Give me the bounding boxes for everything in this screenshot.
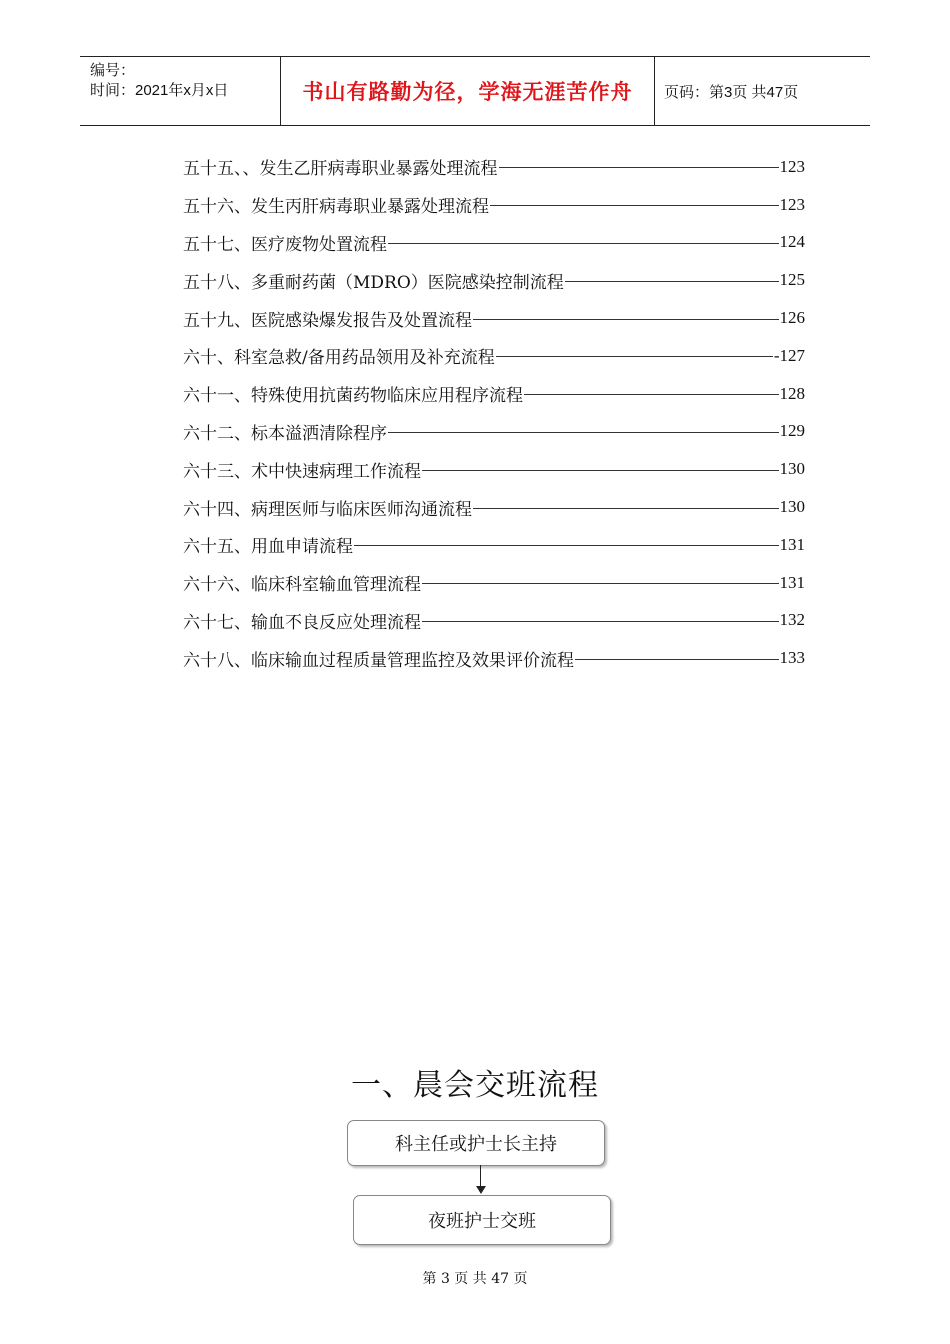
toc-entry-page: 130 — [779, 459, 805, 479]
toc-leader-line — [496, 356, 773, 357]
toc-entry-page: 133 — [779, 648, 805, 668]
toc-entry-page: 123 — [779, 194, 805, 214]
toc-entry-page: 123 — [779, 156, 805, 176]
toc-leader-line — [473, 319, 779, 320]
toc-leader-line — [490, 205, 779, 206]
toc-entry-page: 132 — [779, 610, 805, 630]
toc-entry-title: 六十六、临床科室输血管理流程 — [183, 575, 421, 596]
toc-leader-line — [473, 508, 779, 509]
toc-entry — [183, 299, 805, 337]
toc-leader-line — [575, 659, 779, 660]
toc-leader-line — [422, 583, 779, 584]
toc-entry-page: 125 — [779, 270, 805, 290]
arrow-down-icon — [476, 1186, 486, 1194]
page-footer: 第 3 页 共 47 页 — [422, 1271, 528, 1287]
toc-entry-title: 六十、科室急救/备用药品领用及补充流程 — [183, 348, 495, 369]
toc-leader-line — [524, 394, 779, 395]
toc-entry-page: -127 — [773, 345, 805, 365]
toc-entry-page: 130 — [779, 497, 805, 517]
toc-entry-title: 五十九、医院感染爆发报告及处置流程 — [183, 310, 472, 331]
toc-entry-title: 六十一、特殊使用抗菌药物临床应用程序流程 — [183, 386, 523, 407]
toc-leader-line — [499, 167, 779, 168]
toc-entry — [183, 413, 805, 451]
toc-entry — [183, 148, 805, 186]
toc-entry-title: 六十二、标本溢洒清除程序 — [183, 423, 387, 444]
flow-step-host: 科主任或护士长主持 — [347, 1120, 605, 1166]
header-divider — [654, 57, 655, 125]
document-time-label: 时间：2021年x月x日 — [90, 82, 229, 99]
toc-entry — [183, 488, 805, 526]
toc-entry — [183, 261, 805, 299]
header-page-info: 页码：第3页 共47页 — [664, 83, 799, 101]
toc-entry-page: 131 — [779, 534, 805, 554]
toc-entry-title: 六十八、临床输血过程质量管理监控及效果评价流程 — [183, 650, 574, 671]
header-motto: 书山有路勤为径，学海无涯苦作舟 — [302, 80, 633, 104]
toc-entry — [183, 224, 805, 262]
section-title: 一、晨会交班流程 — [351, 1068, 599, 1103]
toc-entry — [183, 375, 805, 413]
table-of-contents — [183, 148, 805, 677]
toc-entry-title: 六十三、术中快速病理工作流程 — [183, 461, 421, 482]
toc-leader-line — [565, 281, 779, 282]
toc-entry — [183, 337, 805, 375]
toc-entry-title: 五十七、医疗废物处置流程 — [183, 234, 387, 255]
toc-entry — [183, 602, 805, 640]
toc-entry-title: 六十五、用血申请流程 — [183, 537, 353, 558]
toc-entry-page: 129 — [779, 421, 805, 441]
toc-leader-line — [388, 243, 779, 244]
toc-entry-page: 131 — [779, 572, 805, 592]
toc-entry — [183, 526, 805, 564]
toc-entry-title: 五十八、多重耐药菌（MDRO）医院感染控制流程 — [183, 272, 564, 293]
toc-entry-title: 六十七、输血不良反应处理流程 — [183, 612, 421, 633]
toc-entry-title: 五十五、、发生乙肝病毒职业暴露处理流程 — [183, 159, 498, 180]
toc-entry — [183, 186, 805, 224]
toc-entry-page: 126 — [779, 308, 805, 328]
flow-step-night-shift: 夜班护士交班 — [353, 1195, 611, 1245]
toc-leader-line — [354, 545, 779, 546]
page-header — [80, 56, 870, 126]
toc-leader-line — [388, 432, 779, 433]
toc-entry — [183, 639, 805, 677]
toc-entry-title: 六十四、病理医师与临床医师沟通流程 — [183, 499, 472, 520]
toc-entry — [183, 450, 805, 488]
toc-entry-title: 五十六、发生丙肝病毒职业暴露处理流程 — [183, 197, 489, 218]
toc-entry — [183, 564, 805, 602]
flow-arrow — [480, 1165, 481, 1188]
toc-entry-page: 124 — [779, 232, 805, 252]
toc-leader-line — [422, 621, 779, 622]
toc-entry-page: 128 — [779, 383, 805, 403]
document-number-label: 编号： — [90, 62, 136, 79]
header-meta — [90, 61, 280, 101]
toc-leader-line — [422, 470, 779, 471]
